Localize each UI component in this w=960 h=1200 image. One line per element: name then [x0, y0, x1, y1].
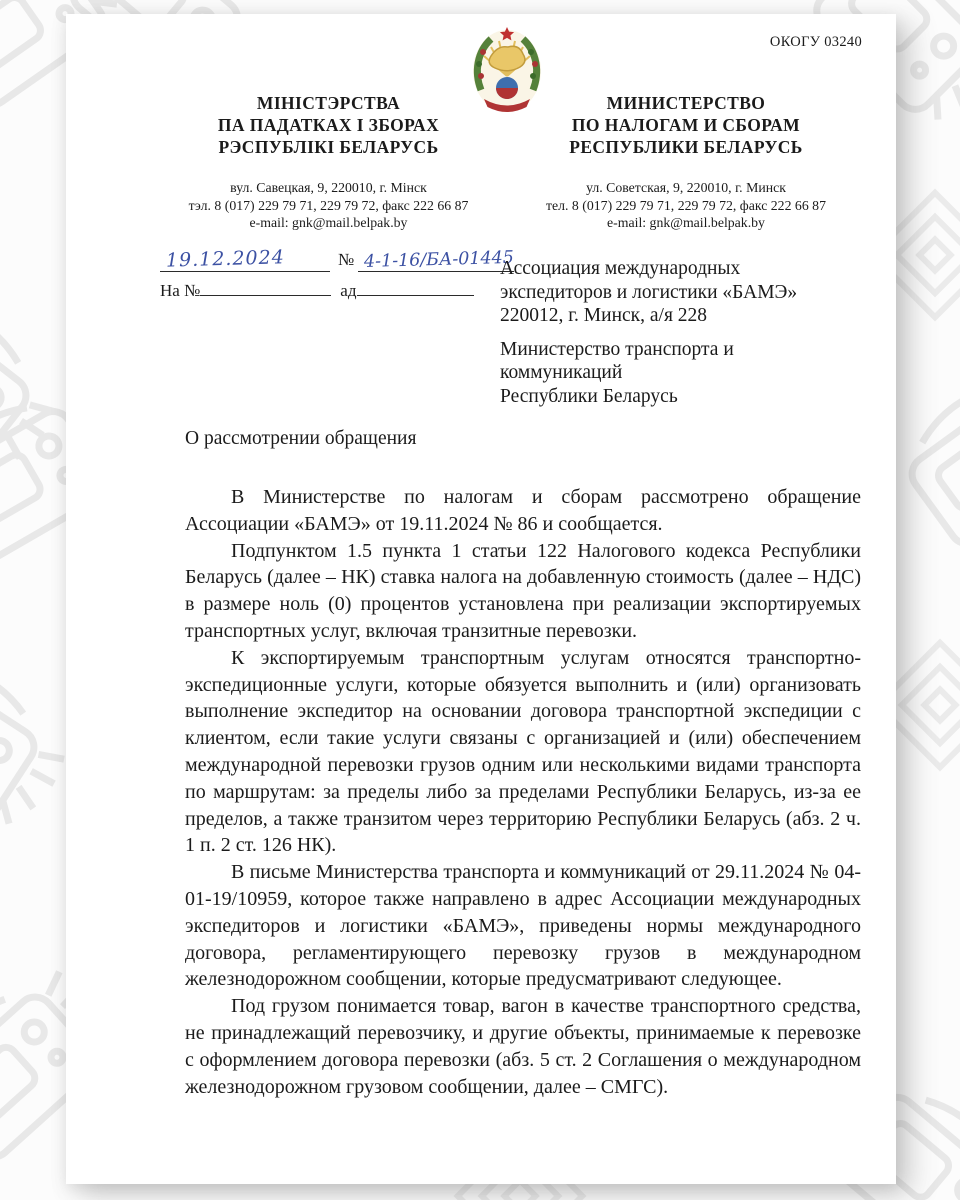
on-number-label: На № — [160, 281, 201, 300]
body-paragraph-2: Подпунктом 1.5 пункта 1 статьи 122 Налогового кодекса Республики Беларусь (далее – НК) ставка налога на добавленную стоимость (далее – НДС) в размере ноль (0) процентов установлена при реализации экспортируемых транспортных услуг, включая транзитные перевозки. — [185, 539, 861, 642]
body-paragraph-1: В Министерстве по налогам и сборам рассмотрено обращение Ассоциации «БАМЭ» от 19.11.2024 № 86 и сообщается. — [185, 486, 861, 535]
document-page — [66, 14, 896, 1184]
ministry-russian — [516, 92, 856, 232]
on-number-blank-line — [200, 281, 331, 296]
address-ru-line2: тел. 8 (017) 229 79 71, 229 79 72, факс 222 66 87 — [546, 197, 826, 213]
address-by-line1: вул. Савецкая, 9, 220010, г. Мінск — [230, 180, 427, 195]
ministry-by-line2: ПА ПАДАТКАХ І ЗБОРАХ — [217, 115, 440, 135]
address-ru-line1: ул. Советская, 9, 220010, г. Минск — [586, 180, 786, 195]
recipient-line3: 220012, г. Минск, а/я 228 — [500, 305, 708, 326]
ministry-address-ru — [516, 179, 856, 232]
recipient-line4: Министерство транспорта и — [500, 338, 734, 360]
recipient-block — [500, 257, 797, 408]
address-ru-line3: e-mail: gnk@mail.belpak.by — [607, 215, 765, 230]
address-by-line3: e-mail: gnk@mail.belpak.by — [249, 215, 408, 230]
okogu-code: ОКОГУ 03240 — [769, 34, 862, 50]
ministry-name-by — [161, 92, 496, 158]
from-date-blank-line — [357, 281, 474, 296]
handwritten-number: 4-1-16/БА-01445 — [363, 247, 515, 273]
subject-line: О рассмотрении обращения — [185, 428, 417, 449]
body-paragraph-4: В письме Министерства транспорта и коммуникаций от 29.11.2024 № 04-01-19/10959, которое также направлено в адрес Ассоциации международных экспедиторов и логистики «БАМЭ», приведены нормы международного договора, регламентирующего перевозку грузов в международном железнодорожном сообщении, которые предусматривают следующее. — [185, 861, 861, 991]
recipient-line5: коммуникаций — [500, 362, 623, 383]
number-sign-label: № — [338, 250, 355, 269]
letter-body — [185, 484, 861, 1100]
recipient-line1: Ассоциация международных — [500, 258, 741, 279]
recipient-line6: Республики Беларусь — [500, 385, 678, 407]
ministry-ru-line3: РЕСПУБЛИКИ БЕЛАРУСЬ — [569, 137, 803, 157]
body-paragraph-3: К экспортируемым транспортным услугам относятся транспортно-экспедиционные услуги, которые обязуется выполнить и (или) организовать выполнение экспедитор на основании договора транспортной экспедиции с клиентом, если такие услуги связаны с организацией и (или) обеспечением международной перевозки грузов одним или несколькими видами транспорта по маршрутам: за пределы либо за пределами Республики Беларусь, из-за ее пределов, а также транзитом через территорию Республики Беларусь (абз. 2 ч. 1 п. 2 ст. 126 НК). — [185, 646, 861, 857]
number-line — [358, 247, 515, 273]
ministry-ru-line2: ПО НАЛОГАМ И СБОРАМ — [571, 115, 801, 135]
handwritten-date: 19.12.2024 — [165, 246, 286, 272]
ministry-ru-line1: МИНИСТЕРСТВО — [606, 93, 766, 113]
ministry-address-by — [161, 179, 496, 232]
recipient-line2: экспедиторов и логистики «БАМЭ» — [500, 281, 798, 303]
ministry-belarusian — [161, 92, 496, 232]
recipient-ministry — [500, 338, 797, 409]
body-paragraph-5: Под грузом понимается товар, вагон в качестве транспортного средства, не принадлежащий перевозчику, и другие объекты, принимаемые к перевозке с оформлением договора перевозки (абз. 5 ст. 2 Соглашения о международном железнодорожном грузовом сообщении, далее – СМГС). — [185, 995, 861, 1098]
date-line — [160, 248, 330, 272]
ministry-by-line3: РЭСПУБЛІКІ БЕЛАРУСЬ — [218, 137, 439, 157]
ministry-by-line1: МІНІСТЭРСТВА — [256, 93, 401, 113]
recipient-association — [500, 257, 797, 328]
ministry-name-ru — [516, 92, 856, 158]
address-by-line2: тэл. 8 (017) 229 79 71, 229 79 72, факс 222 66 87 — [188, 197, 469, 213]
from-date-label: ад — [340, 281, 357, 300]
